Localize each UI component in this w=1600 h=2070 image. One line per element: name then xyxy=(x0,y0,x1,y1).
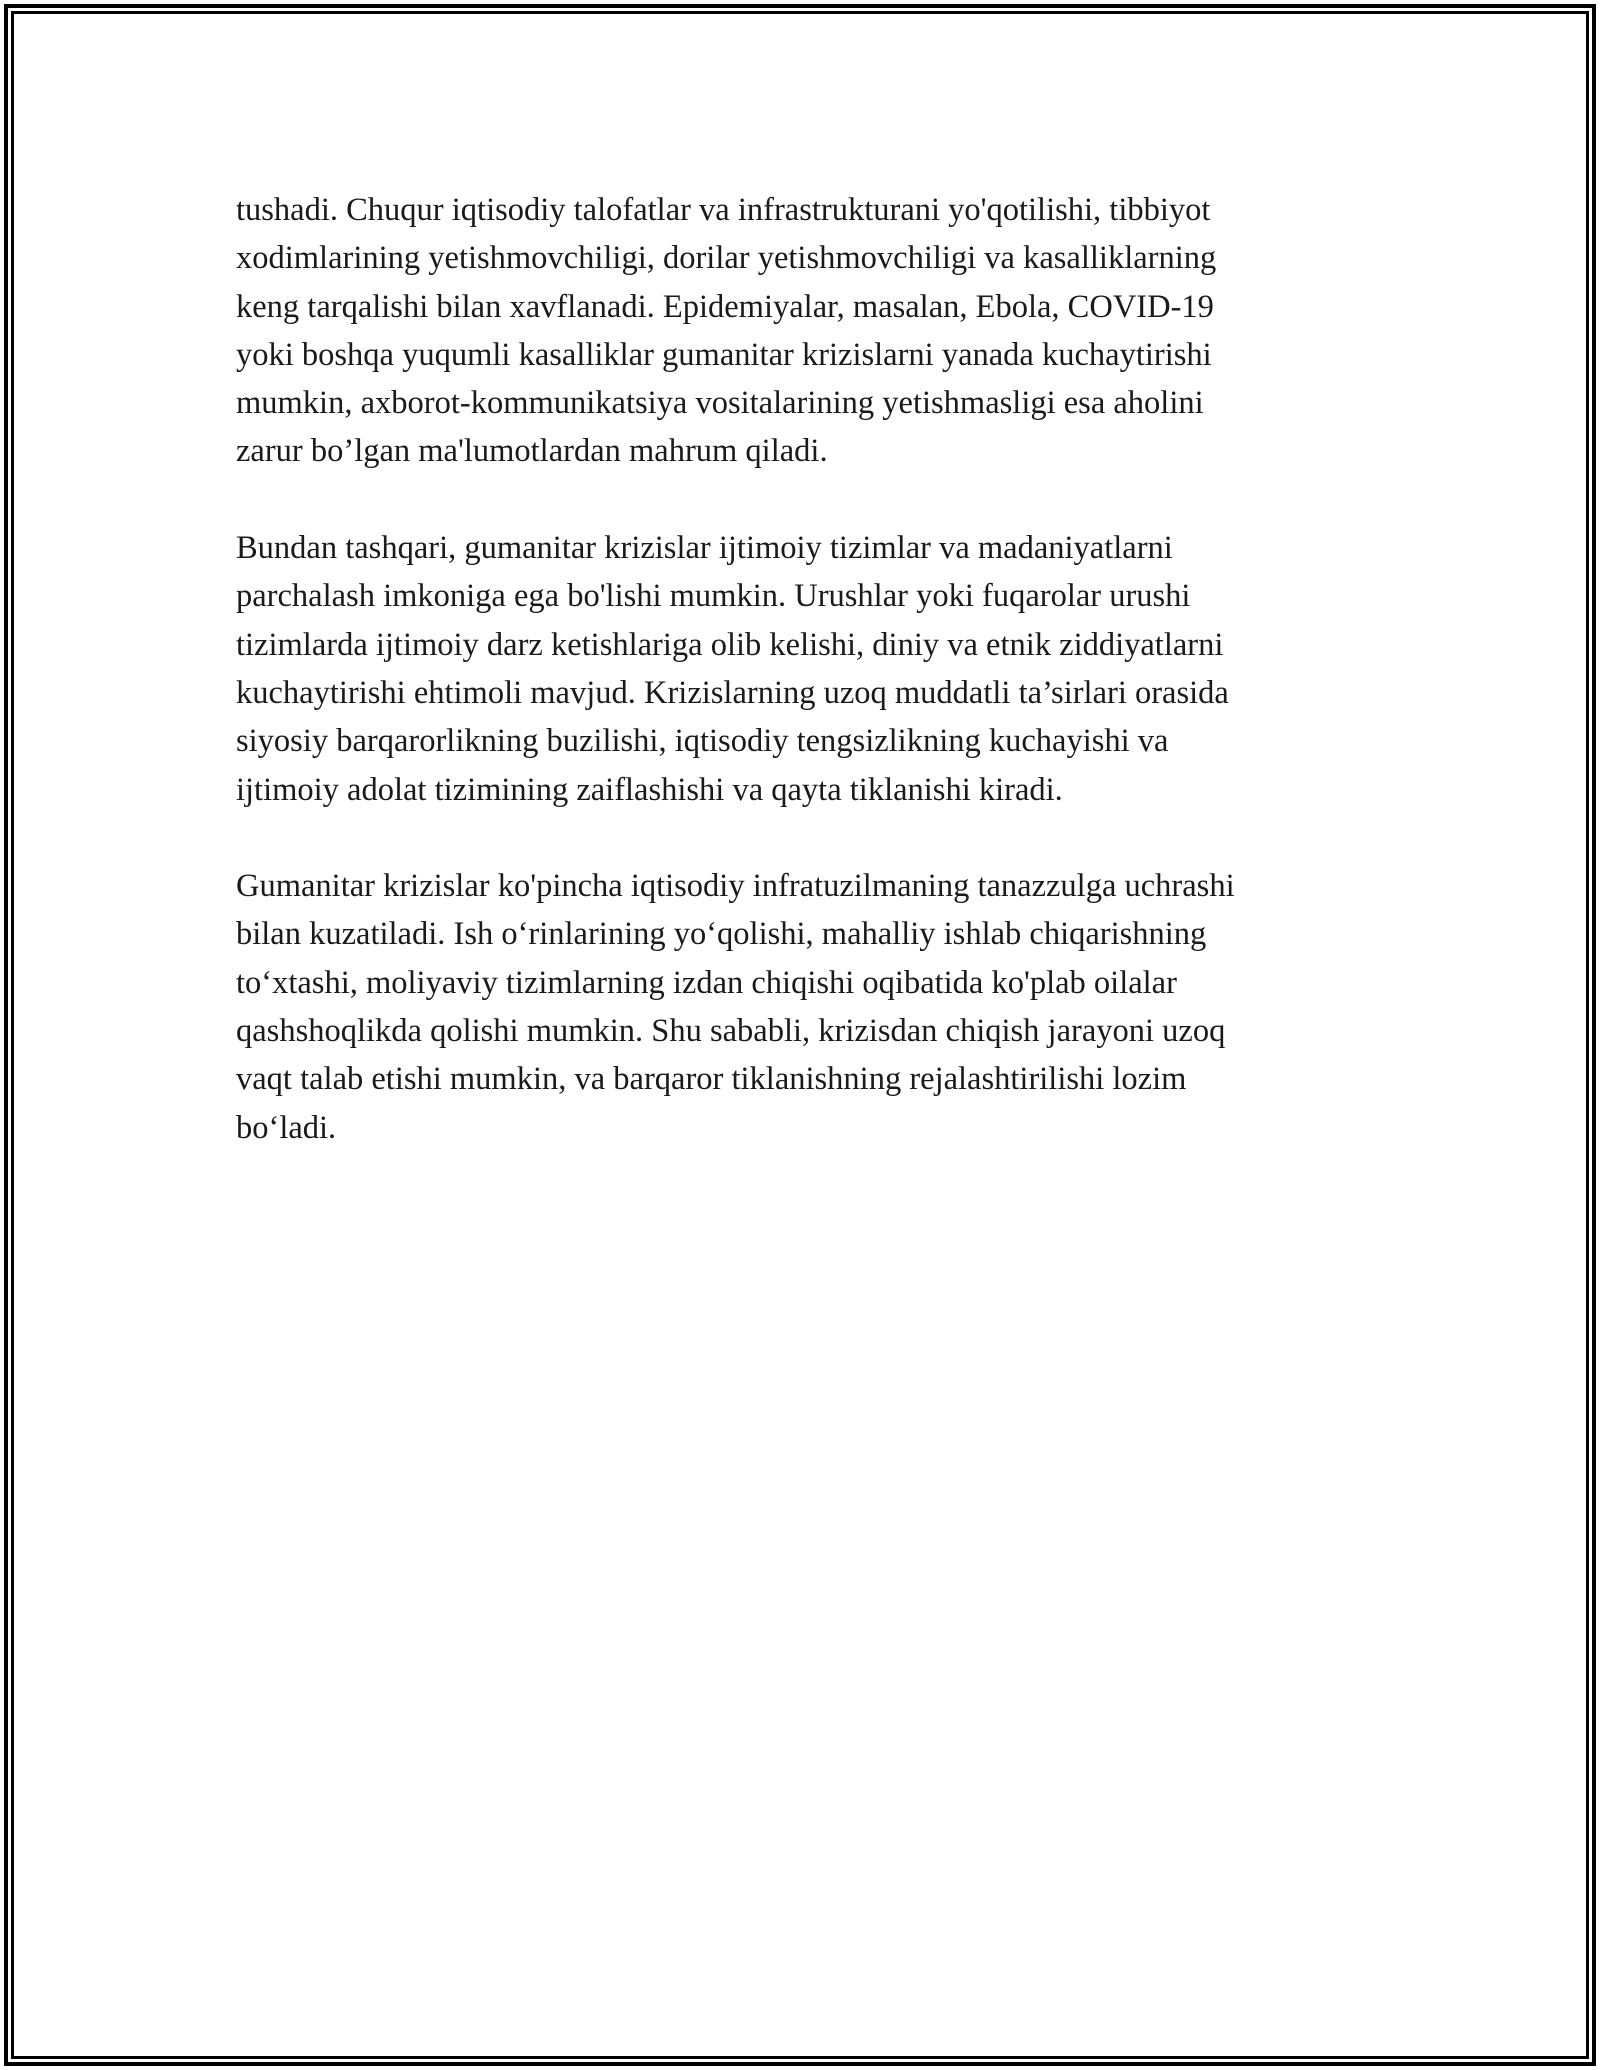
document-body xyxy=(236,186,1376,1200)
paragraph-1: tushadi. Chuqur iqtisodiy talofatlar va infrastrukturani yo'qotilishi, tibbiyot xodimlarining yetishmovchiligi, dorilar yetishmovchiligi va kasalliklarning keng tarqalishi bilan xavflanadi. Epidemiyalar, masalan, Ebola, COVID-19 yoki boshqa yuqumli kasalliklar gumanitar krizislarni yanada kuchaytirishi mumkin, axborot-kommunikatsiya vositalarining yetishmasligi esa aholini zarur bo’lgan ma'lumotlardan mahrum qiladi. xyxy=(236,192,1217,470)
paragraph-2: Bundan tashqari, gumanitar krizislar ijtimoiy tizimlar va madaniyatlarni parchalash imkoniga ega bo'lishi mumkin. Urushlar yoki fuqarolar urushi tizimlarda ijtimoiy darz ketishlariga olib kelishi, diniy va etnik ziddiyatlarni kuchaytirishi ehtimoli mavjud. Krizislarning uzoq muddatli ta’sirlari orasida siyosiy barqarorlikning buzilishi, iqtisodiy tengsizlikning kuchayishi va ijtimoiy adolat tizimining zaiflashishi va qayta tiklanishi kiradi. xyxy=(236,530,1229,808)
paragraph-3: Gumanitar krizislar ko'pincha iqtisodiy infratuzilmaning tanazzulga uchrashi bilan kuzatiladi. Ish o‘rinlarining yo‘qolishi, mahalliy ishlab chiqarishning to‘xtashi, moliyaviy tizimlarning izdan chiqishi oqibatida ko'plab oilalar qashshoqlikda qolishi mumkin. Shu sababli, krizisdan chiqish jarayoni uzoq vaqt talab etishi mumkin, va barqaror tiklanishning rejalashtirilishi lozim bo‘ladi. xyxy=(236,868,1235,1146)
